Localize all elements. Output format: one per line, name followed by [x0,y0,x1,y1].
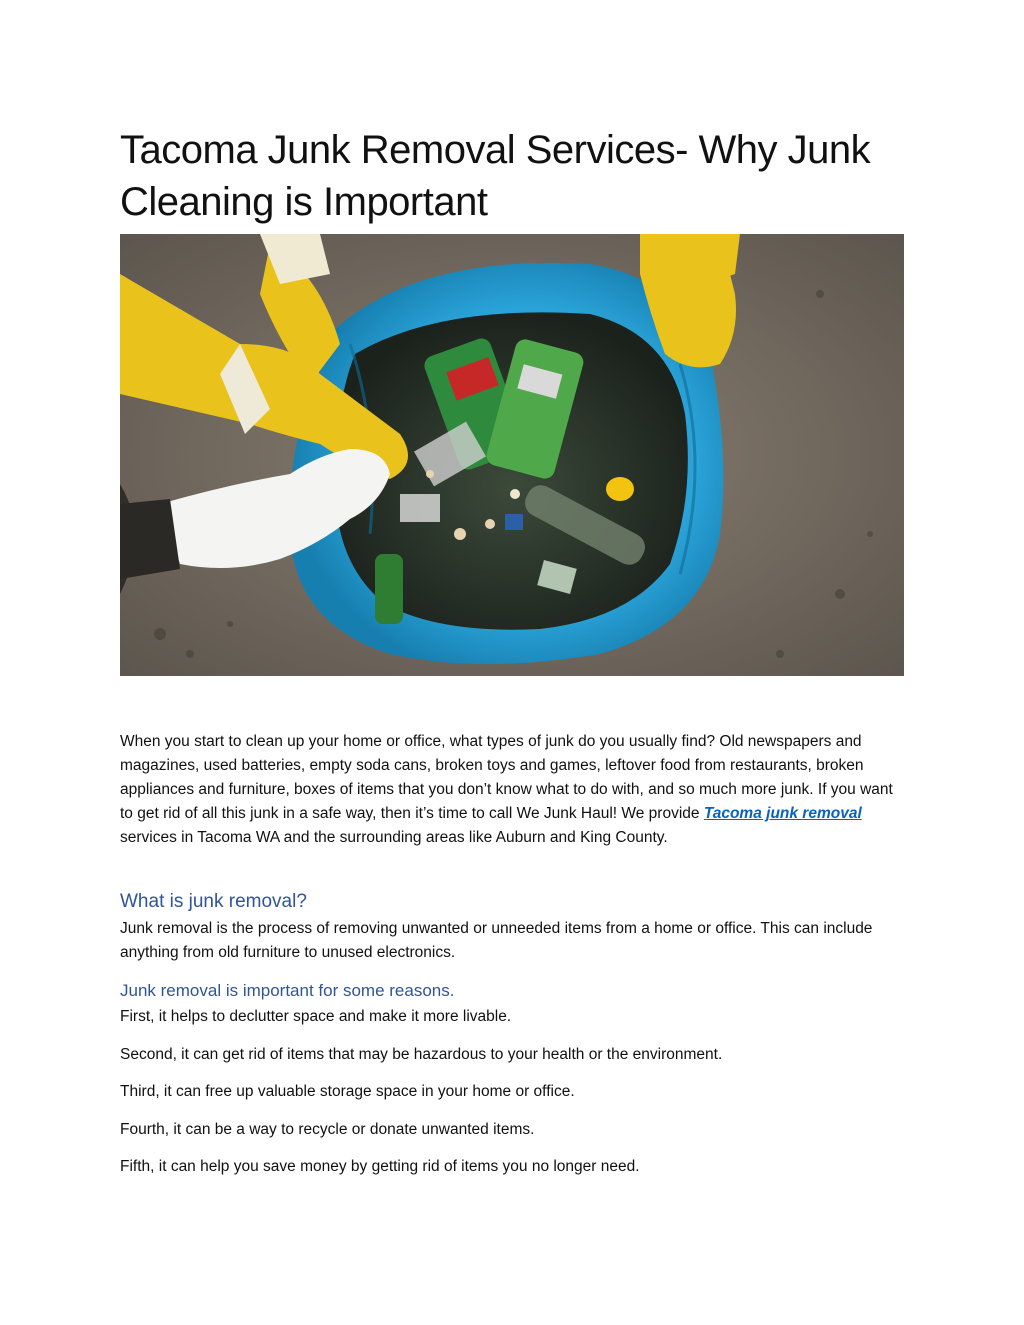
reason-item: Fifth, it can help you save money by getting rid of items you no longer need. [120,1158,640,1175]
section1-paragraph: Junk removal is the process of removing unwanted or unneeded items from a home or office. This can include anything from old furniture to unused electronics. [120,920,873,961]
reason-item: First, it helps to declutter space and make it more livable. [120,1008,512,1025]
section-heading-reasons: Junk removal is important for some reasons. [120,981,455,1000]
intro-text-end: services in Tacoma WA and the surrounding areas like Auburn and King County. [120,829,668,846]
hero-image [120,234,904,676]
page-title: Tacoma Junk Removal Services- Why Junk Cleaning is Important [120,128,871,224]
intro-text-start: When you start to clean up your home or office, what types of junk do you usually find? Old newspapers and magazines, used batteries, empty soda cans, broken toys and games, leftover food from restaurants, broken appliances and furniture, boxes of items that you don’t know what to do with, and so much more junk. If you want to get rid of all this junk in a safe way, then it’s time to call We Junk Haul! We provide [120,733,893,822]
tacoma-junk-removal-link[interactable]: Tacoma junk removal [703,805,862,822]
section-heading-what-is: What is junk removal? [120,891,307,912]
intro-paragraph [120,730,904,850]
reason-item: Fourth, it can be a way to recycle or donate unwanted items. [120,1121,535,1138]
reason-item: Second, it can get rid of items that may be hazardous to your health or the environment. [120,1046,723,1063]
reason-item: Third, it can free up valuable storage space in your home or office. [120,1083,575,1100]
